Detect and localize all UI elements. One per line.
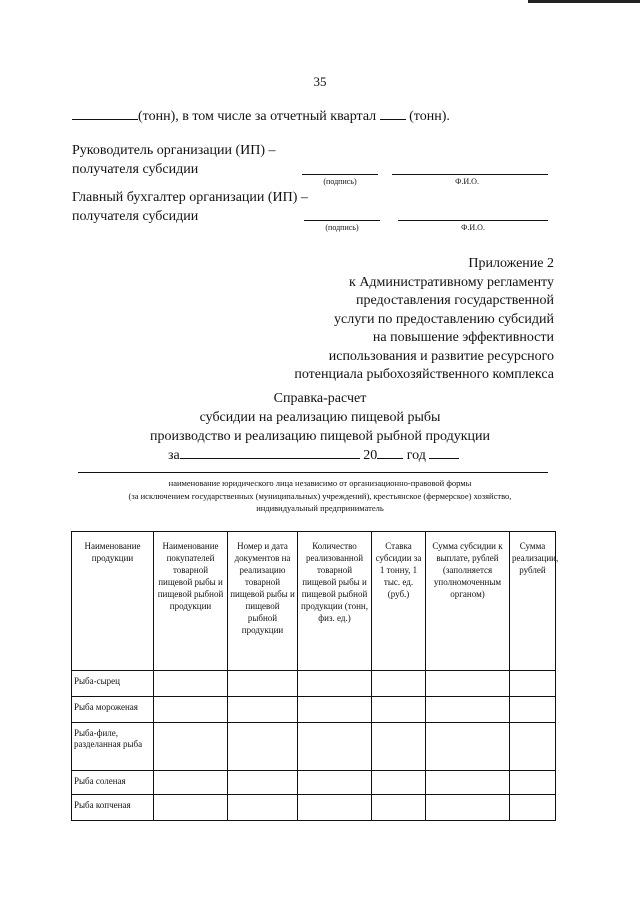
row-label: Рыба соленая [72,771,154,795]
organization-name-line [78,472,548,473]
organization-name-caption: наименование юридического лица независимо от организационно-правовой формы (за исключением государственных (муниципальных) учреждений), крестьянское (фермерское) хозяйство, индивидуальный предприниматель [128,478,512,513]
table-cell[interactable] [426,723,510,771]
appendix-header: Приложение 2 к Административному регламенту предоставления государственной услуги по предоставлению субсидий на повышение эффективности использования и развитие ресурсного потенциала рыбохозяйственного комплекса [294,256,554,382]
row-label: Рыба-филе, разделанная рыба [72,723,154,771]
signer-role-1: Руководитель организации (ИП) – получателя субсидии [72,143,276,177]
name-line-2 [398,220,548,221]
signer-role-2: Главный бухгалтер организации (ИП) – получателя субсидии [72,190,308,224]
table-cell[interactable] [228,697,298,723]
table-cell[interactable] [510,795,556,821]
tonnage-line [72,106,450,125]
table-cell[interactable] [372,723,426,771]
table-cell[interactable] [510,723,556,771]
header-subsidy-rate: Ставка субсидии за 1 тонну, 1 тыс. ед. (руб.) [372,532,426,671]
table-cell[interactable] [372,697,426,723]
name-line-1 [392,174,548,175]
table-cell[interactable] [372,771,426,795]
table-cell[interactable] [154,771,228,795]
table-cell[interactable] [426,771,510,795]
document-subtitle-2: производство и реализацию пищевой рыбной продукции [150,429,490,444]
table-row [72,723,556,771]
table-cell[interactable] [426,795,510,821]
table-cell[interactable] [228,795,298,821]
table-row [72,697,556,723]
table-cell[interactable] [426,697,510,723]
header-subsidy-amount: Сумма субсидии к выплате, рублей (заполняется уполномоченным органом) [426,532,510,671]
table-row [72,671,556,697]
table-cell[interactable] [298,671,372,697]
table-cell[interactable] [298,795,372,821]
quarter-blank [380,106,406,120]
tonnage-text: (тонн), в том числе за отчетный квартал [138,109,377,124]
period-line: за 20 год [168,445,459,464]
table-cell[interactable] [228,723,298,771]
tonnage-text-end: (тонн). [409,109,450,124]
table-cell[interactable] [510,671,556,697]
header-quantity: Количество реализованной товарной пищевой рыбы и пищевой рыбной продукции (тонн, физ. ед.) [298,532,372,671]
table-cell[interactable] [154,723,228,771]
row-label: Рыба копченая [72,795,154,821]
table-row [72,795,556,821]
name-caption-2: Ф.И.О. [461,223,485,232]
signature-caption-2: (подпись) [325,223,359,232]
tonnage-blank [72,106,138,120]
table-cell[interactable] [154,671,228,697]
signature-line-2 [304,220,380,221]
table-header-row [72,532,556,671]
name-caption-1: Ф.И.О. [455,177,479,186]
table-cell[interactable] [298,771,372,795]
table-cell[interactable] [228,671,298,697]
signature-caption-1: (подпись) [323,177,357,186]
signature-line-1 [302,174,378,175]
table-cell[interactable] [228,771,298,795]
table-cell[interactable] [298,723,372,771]
header-product-name: Наименование продукции [72,532,154,671]
row-label: Рыба-сырец [72,671,154,697]
table-cell[interactable] [298,697,372,723]
table-cell[interactable] [372,671,426,697]
top-edge-line [528,0,640,3]
document-title: Справка-расчет [273,391,367,406]
header-sales-amount: Сумма реализации, рублей [510,532,556,671]
header-buyers: Наименование покупателей товарной пищевой рыбы и пищевой рыбной продукции [154,532,228,671]
header-documents: Номер и дата документов на реализацию товарной пищевой рыбы и пищевой рыбной продукции [228,532,298,671]
row-label: Рыба мороженая [72,697,154,723]
table-cell[interactable] [510,697,556,723]
document-subtitle: субсидии на реализацию пищевой рыбы [199,410,441,425]
calculation-table [71,531,559,821]
page-number: 35 [313,74,327,89]
table-cell[interactable] [426,671,510,697]
table-row [72,771,556,795]
table-cell[interactable] [510,771,556,795]
table-cell[interactable] [372,795,426,821]
table-cell[interactable] [154,795,228,821]
table-cell[interactable] [154,697,228,723]
